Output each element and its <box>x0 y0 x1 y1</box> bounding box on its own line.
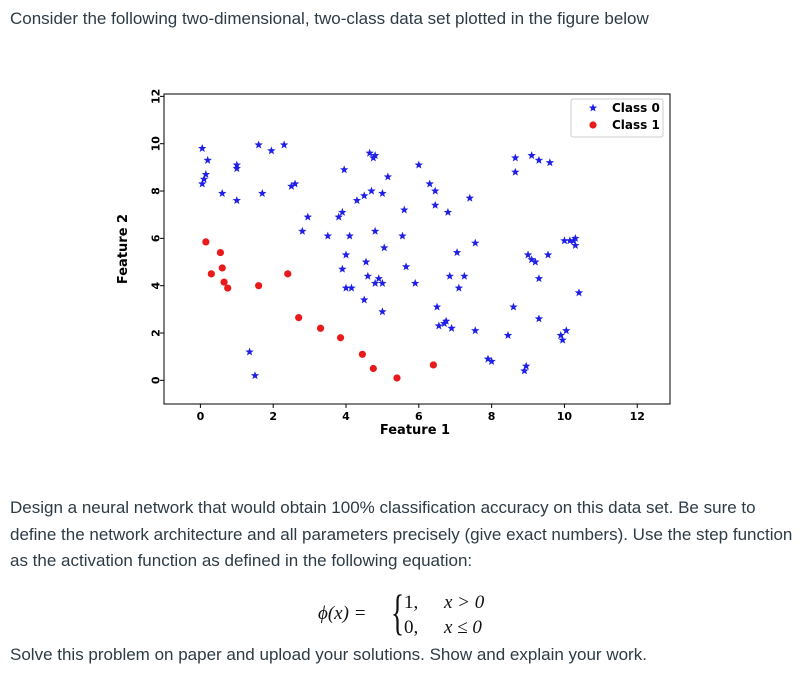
class-1-point-2 <box>217 249 224 256</box>
class-1-point-13 <box>393 374 400 381</box>
y-axis-label: Feature 2 <box>116 213 131 285</box>
y-tick-label-8: 8 <box>149 187 163 195</box>
legend-label-class-1: Class 1 <box>612 118 660 132</box>
y-tick-label-12: 12 <box>149 88 163 105</box>
y-tick-label-10: 10 <box>149 136 163 152</box>
case-2-condition: x ≤ 0 <box>444 617 482 638</box>
equation-case-1 <box>404 592 484 614</box>
equation-lhs: ϕ(x) = <box>318 603 367 624</box>
x-tick-label-8: 8 <box>487 410 496 423</box>
case-1-condition: x > 0 <box>444 592 485 613</box>
equation-brace: { <box>391 584 405 640</box>
y-tick-label-2: 2 <box>149 329 163 337</box>
class-1-point-1 <box>208 270 215 277</box>
plot-area <box>164 94 670 404</box>
x-tick-label-12: 12 <box>629 410 645 423</box>
legend-label-class-0: Class 0 <box>612 101 660 115</box>
equation-case-2 <box>404 617 482 639</box>
class-1-point-0 <box>202 238 209 245</box>
x-tick-label-10: 10 <box>556 410 573 423</box>
scatter-chart <box>112 82 702 447</box>
class-1-point-3 <box>219 264 226 271</box>
x-tick-label-0: 0 <box>196 410 205 423</box>
question-task: Design a neural network that would obtain 100% classification accuracy on this data set. Be sure to define the network architecture and all parameters precisely (give exact numbers). Use the step function as the activation function as defined in the following equation: <box>10 498 793 570</box>
class-1-point-7 <box>284 270 291 277</box>
question-closing: Solve this problem on paper and upload your solutions. Show and explain your work. <box>10 645 647 664</box>
y-tick-label-4: 4 <box>149 281 163 290</box>
case-2-value: 0, <box>404 617 419 638</box>
question-intro: Consider the following two-dimensional, two-class data set plotted in the figure below <box>10 9 649 28</box>
class-1-point-6 <box>255 282 262 289</box>
case-1-value: 1, <box>404 592 419 613</box>
y-tick-label-0: 0 <box>149 376 163 385</box>
class-1-point-14 <box>430 361 437 368</box>
class-1-point-5 <box>224 284 231 291</box>
class-1-point-9 <box>317 325 324 332</box>
x-tick-label-2: 2 <box>269 410 278 423</box>
chart-legend <box>571 99 663 137</box>
x-tick-label-4: 4 <box>342 410 350 423</box>
x-tick-label-6: 6 <box>414 410 423 423</box>
x-axis-label: Feature 1 <box>379 423 451 438</box>
class-1-point-8 <box>295 314 302 321</box>
y-tick-label-6: 6 <box>149 234 163 243</box>
class-1-point-12 <box>370 365 377 372</box>
legend-marker-class-1 <box>589 121 596 128</box>
class-1-point-11 <box>359 351 366 358</box>
class-1-point-10 <box>337 334 344 341</box>
